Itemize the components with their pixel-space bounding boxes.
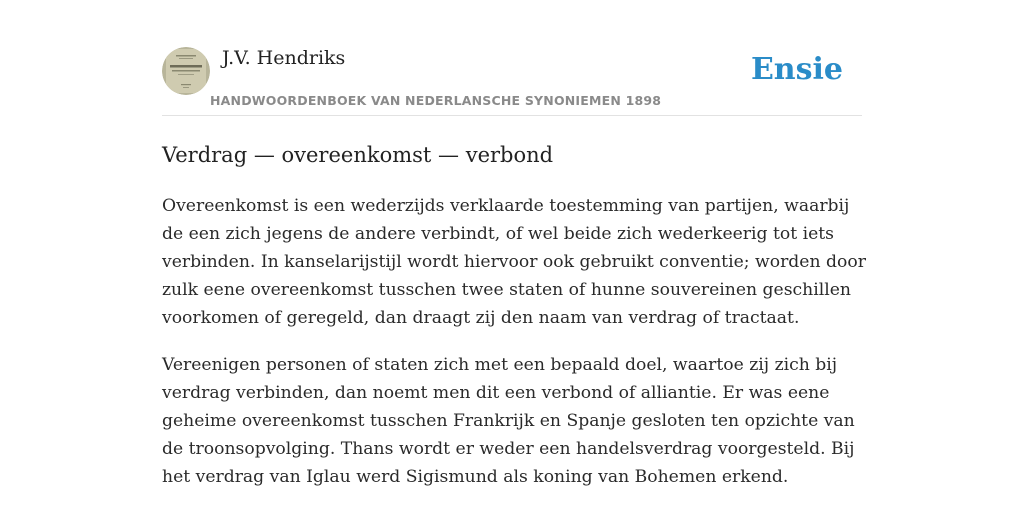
header-divider bbox=[162, 115, 862, 116]
paragraph: Vereenigen personen of staten zich met een bepaald doel, waartoe zij zich bij verdrag verbinden, dan noemt men dit een verbond of alliantie. Er was eene geheime overeenkomst tusschen Frankrijk en Spanje gesloten ten opzichte van de troonsopvolging. Thans wordt er weder een handelsverdrag voorgesteld. Bij het verdrag van Iglau werd Sigismund als koning van Bohemen erkend. bbox=[162, 355, 855, 487]
paragraph: Overeenkomst is een wederzijds verklaarde toestemming van partijen, waarbij de een zich jegens de andere verbindt, of wel beide zich wederkeerig tot iets verbinden. In kanselarijstijl wordt hiervoor ook gebruikt conventie; worden door zulk eene overeenkomst tusschen twee staten of hunne souvereinen geschillen voorkomen of geregeld, dan draagt zij den naam van verdrag of tractaat. bbox=[162, 196, 866, 328]
header bbox=[162, 46, 862, 116]
article-title: Verdrag — overeenkomst — verbond bbox=[162, 143, 554, 167]
book-cover-avatar[interactable] bbox=[162, 47, 210, 95]
ensie-logo[interactable]: Ensie bbox=[750, 52, 843, 87]
book-title[interactable]: HANDWOORDENBOEK VAN NEDERLANSCHE SYNONIEMEN 1898 bbox=[210, 93, 662, 108]
author-name[interactable]: J.V. Hendriks bbox=[222, 47, 346, 69]
article-body bbox=[162, 192, 866, 510]
